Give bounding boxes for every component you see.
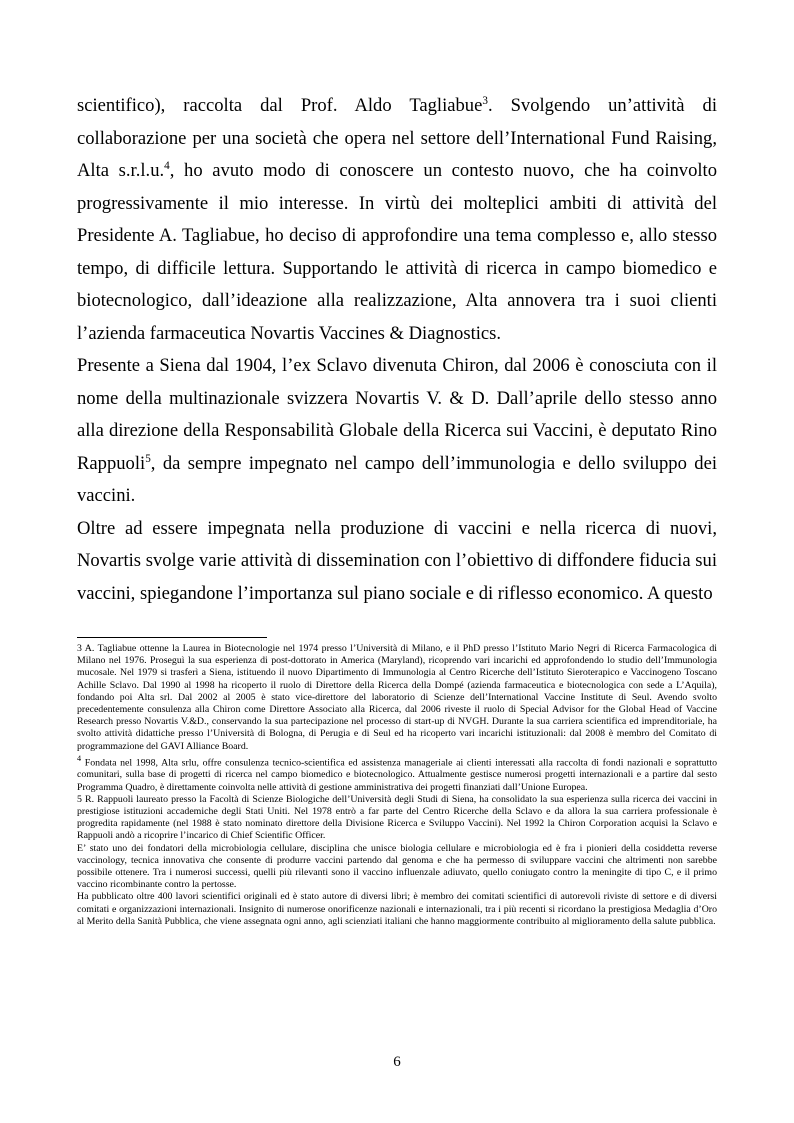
paragraph-3: Oltre ad essere impegnata nella produzione di vaccini e nella ricerca di nuovi, Novartis svolge varie attività di dissemination con l’obiettivo di diffondere fiducia sui vaccini, spiegandone l’importanza sul piano sociale e di riflesso economico. A questo <box>77 517 717 604</box>
footnote-5-continued-2: Ha pubblicato oltre 400 lavori scientifici originali ed è stato autore di diversi libri; è membro dei comitati scientifici di autorevoli riviste di settore e di diversi comitati e organizzazioni internazionali. Insignito di numerose onorificenze nazionali e internazionali, tra i più recenti si ricordano la prestigiosa Medaglia d’Oro al Merito della Sanità Pubblica, che viene assegnata ogni anno, agli scienziati italiani che hanno maggiormente contribuito al miglioramento della salute pubblica. <box>77 891 717 927</box>
paragraph-1-part-b: . Svolgendo un’attività di collaborazione per una società che opera nel settore dell’International Fund Raising, Alta s.r.l.u. <box>77 95 718 181</box>
footnote-5: 5 R. Rappuoli laureato presso la Facoltà di Scienze Biologiche dell’Università degli Studi di Siena, ha consolidato la sua esperienza sulla ricerca dei vaccini in prestigiose istituzioni accademiche degli Stati Uniti. Nel 1978 entrò a far parte del Centro Ricerche della Sclavo e da allora la sua carriera professionale è progredita rapidamente (nel 1988 è stato nominato direttore della Divisione Ricerca e Sviluppo Vaccini). Nel 1992 la Chiron Corporation acquisì la Sclavo e Rappuoli andò a ricoprire l’incarico di Chief Scientific Officer. <box>77 793 717 842</box>
paragraph-1 <box>77 90 717 350</box>
paragraph-2-part-a: Presente a Siena dal 1904, l’ex Sclavo divenuta Chiron, dal 2006 è conosciuta con il nome della multinazionale svizzera Novartis V. & D. Dall’aprile dello stesso anno alla direzione della Responsabilità Globale della Ricerca sui Vaccini, è deputato Rino Rappuoli <box>77 355 717 474</box>
footnote-4-text: Fondata nel 1998, Alta srlu, offre consulenza tecnico-scientifica ed assistenza manageriale ai clienti interessati alla raccolta di fondi nazionali e soprattutto comunitari, sulla base di progetti di ricerca nel campo biomedico e biotecnologico. Attualmente gestisce numerosi progetti internazionali e a partire dal sesto Programma Quadro, è direttamente coinvolta nelle attività di gestione amministrativa dei progetti finanziati dall’Unione Europea. <box>77 757 717 793</box>
footnote-4-number: 4 <box>77 753 82 763</box>
footnote-ref-3: 3 <box>482 94 488 107</box>
footnote-ref-5: 5 <box>145 452 151 465</box>
footnote-4 <box>77 753 717 794</box>
paragraph-2-part-b: , da sempre impegnato nel campo dell’immunologia e dello sviluppo dei vaccini. <box>77 452 717 506</box>
footnote-5-continued-1: E’ stato uno dei fondatori della microbiologia cellulare, disciplina che unisce biologia cellulare e microbiologia ed è fra i pionieri della cosiddetta reverse vaccinology, tecnica innovativa che consente di produrre vaccini partendo dal genoma e che ha permesso di sviluppare vaccini che altrimenti non sarebbe possibile ottenere. Tra i numerosi successi, quelli più rilevanti sono il vaccino influenzale adiuvato, quello coniugato contro la meningite di tipo C, e il primo vaccino ricombinante contro la pertosse. <box>77 842 717 891</box>
footnote-3: 3 A. Tagliabue ottenne la Laurea in Biotecnologie nel 1974 presso l’Università di Milano, e il PhD presso l’Istituto Mario Negri di Ricerca Farmacologica di Milano nel 1976. Proseguì la sua esperienza di post-dottorato in America (Maryland), ricoprendo vari incarichi ed approfondendo lo studio dell’Immunologia mucosale. Nel 1979 si trasferì a Siena, istituendo il nuovo Dipartimento di Immunologia al Centro Ricerche dell’Istituto Sieroterapico e Vaccinogeno Toscano Achille Sclavo. Dal 1990 al 1998 ha ricoperto il ruolo di Direttore della Ricerca della Dompé (azienda farmaceutica e biotecnologica con sede a L’Aquila), fondando poi Alta srl. Dal 2002 al 2005 è stato vice-direttore del laboratorio di Scienze dell’International Vaccine Institute di Seul. Avendo svolto precedentemente consulenza alla Chiron come Direttore Associato alla Ricerca, dal 2006 riveste il ruolo di Special Advisor for the Global Head of Vaccine Research presso Novartis V.&D., conservando la sua partecipazione nel processo di start-up di NVGH. Durante la sua carriera scientifica ed imprenditoriale, ha svolto attività didattiche presso l’Università di Bologna, di Perugia e di Seul ed ha ricoperto vari incarichi istituzionali: dal 2008 è membro del Comitato di programmazione del GAVI Alliance Board. <box>77 643 717 752</box>
footnote-ref-4: 4 <box>164 159 170 172</box>
body-text <box>77 90 717 610</box>
page-number: 6 <box>393 1054 401 1070</box>
paragraph-2 <box>77 350 717 513</box>
paragraph-1-part-a: scientifico), raccolta dal Prof. Aldo Tagliabue <box>77 95 483 116</box>
paragraph-1-part-c: , ho avuto modo di conoscere un contesto nuovo, che ha coinvolto progressivamente il mio interesse. In virtù dei molteplici ambiti di attività del Presidente A. Tagliabue, ho deciso di approfondire una tema complesso e, allo stesso tempo, di difficile lettura. Supportando le attività di ricerca in campo biomedico e biotecnologico, dall’ideazione alla realizzazione, Alta annovera tra i suoi clienti l’azienda farmaceutica Novartis Vaccines & Diagnostics. <box>77 160 717 344</box>
footnote-separator <box>77 637 267 638</box>
footnotes <box>77 643 717 928</box>
